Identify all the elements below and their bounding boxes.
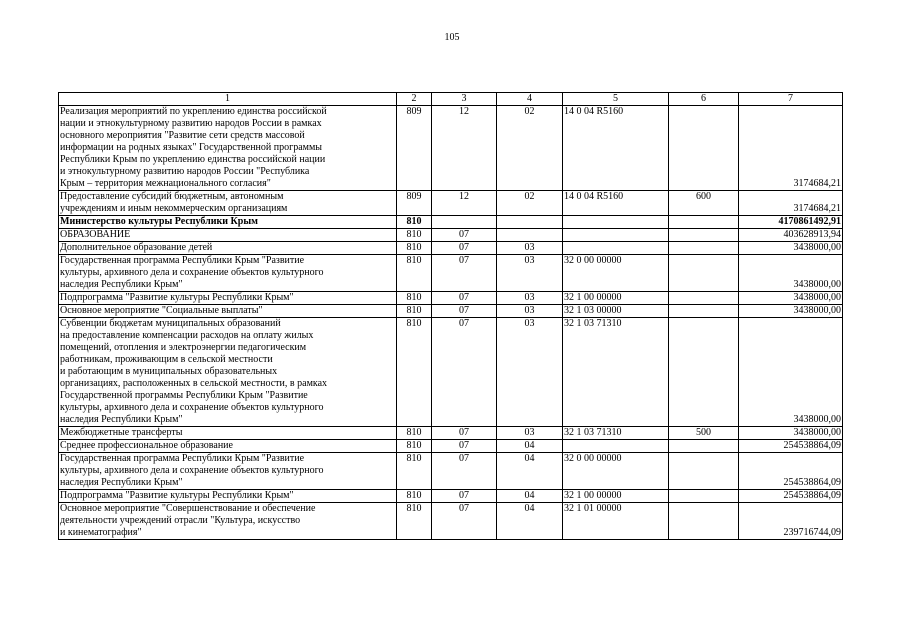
- subsection-code-cell: 03: [497, 242, 563, 255]
- department-code-cell: 810: [397, 242, 432, 255]
- amount-cell: 3438000,00: [739, 242, 843, 255]
- item-name-line: Подпрограмма "Развитие культуры Республики Крым": [60, 490, 294, 501]
- item-name-line: помещений, отопления и электроэнергии педагогическим: [60, 342, 307, 353]
- item-name-cell: [59, 490, 397, 503]
- section-code-cell: 07: [432, 229, 497, 242]
- section-code-cell: 12: [432, 191, 497, 216]
- target-article-cell: [563, 216, 669, 229]
- expense-type-cell: [669, 318, 739, 427]
- target-article-cell: 32 1 03 71310: [563, 318, 669, 427]
- expense-type-cell: [669, 229, 739, 242]
- subsection-code-cell: [497, 229, 563, 242]
- table-row: [59, 503, 843, 540]
- section-code-cell: 07: [432, 292, 497, 305]
- column-header: 3: [432, 93, 497, 106]
- table-row: [59, 229, 843, 242]
- amount-cell: 254538864,09: [739, 490, 843, 503]
- item-name-cell: [59, 318, 397, 427]
- item-name-line: Основное мероприятие "Совершенствование и обеспечение: [60, 503, 316, 514]
- item-name-line: Государственная программа Республики Крым "Развитие: [60, 255, 305, 266]
- amount-cell: 3174684,21: [739, 106, 843, 191]
- table-row: [59, 440, 843, 453]
- item-name-line: учреждениям и иным некоммерческим организациям: [60, 203, 288, 214]
- department-code-cell: 810: [397, 440, 432, 453]
- amount-cell: 3438000,00: [739, 318, 843, 427]
- subsection-code-cell: 03: [497, 427, 563, 440]
- target-article-cell: 32 1 00 00000: [563, 292, 669, 305]
- department-code-cell: 810: [397, 255, 432, 292]
- amount-cell: 239716744,09: [739, 503, 843, 540]
- target-article-cell: [563, 242, 669, 255]
- target-article-cell: 32 1 01 00000: [563, 503, 669, 540]
- column-header: 4: [497, 93, 563, 106]
- amount-cell: 254538864,09: [739, 440, 843, 453]
- item-name-line: Дополнительное образование детей: [60, 242, 213, 253]
- target-article-cell: [563, 229, 669, 242]
- table-row: [59, 191, 843, 216]
- item-name-cell: [59, 191, 397, 216]
- section-code-cell: 07: [432, 255, 497, 292]
- item-name-line: основного мероприятия "Развитие сети средств массовой: [60, 130, 305, 141]
- table-row: [59, 427, 843, 440]
- amount-cell: 3438000,00: [739, 427, 843, 440]
- amount-cell: 254538864,09: [739, 453, 843, 490]
- item-name-line: ОБРАЗОВАНИЕ: [60, 229, 131, 240]
- item-name-cell: [59, 292, 397, 305]
- item-name-line: Государственная программа Республики Крым "Развитие: [60, 453, 305, 464]
- section-code-cell: 07: [432, 453, 497, 490]
- department-code-cell: 810: [397, 305, 432, 318]
- target-article-cell: 32 0 00 00000: [563, 453, 669, 490]
- department-code-cell: 810: [397, 216, 432, 229]
- section-code-cell: 07: [432, 440, 497, 453]
- item-name-cell: [59, 216, 397, 229]
- subsection-code-cell: 02: [497, 106, 563, 191]
- item-name-cell: [59, 427, 397, 440]
- item-name-line: наследия Республики Крым": [60, 414, 183, 425]
- amount-cell: 403628913,94: [739, 229, 843, 242]
- item-name-line: деятельности учреждений отрасли "Культура, искусство: [60, 515, 301, 526]
- item-name-line: Реализация мероприятий по укреплению единства российской: [60, 106, 327, 117]
- department-code-cell: 810: [397, 453, 432, 490]
- item-name-line: Министерство культуры Республики Крым: [60, 216, 258, 227]
- item-name-line: нации и этнокультурному развитию народов России в рамках: [60, 118, 322, 129]
- department-code-cell: 809: [397, 191, 432, 216]
- item-name-line: и кинематография": [60, 527, 142, 538]
- section-code-cell: 07: [432, 427, 497, 440]
- item-name-cell: [59, 255, 397, 292]
- department-code-cell: 810: [397, 318, 432, 427]
- department-code-cell: 809: [397, 106, 432, 191]
- subsection-code-cell: 03: [497, 318, 563, 427]
- item-name-line: Основное мероприятие "Социальные выплаты": [60, 305, 263, 316]
- department-code-cell: 810: [397, 427, 432, 440]
- subsection-code-cell: 04: [497, 490, 563, 503]
- subsection-code-cell: 03: [497, 255, 563, 292]
- section-code-cell: 07: [432, 503, 497, 540]
- subsection-code-cell: [497, 216, 563, 229]
- amount-cell: 4170861492,91: [739, 216, 843, 229]
- item-name-line: наследия Республики Крым": [60, 477, 183, 488]
- target-article-cell: 32 1 03 71310: [563, 427, 669, 440]
- column-header: 2: [397, 93, 432, 106]
- item-name-line: Государственной программы Республики Крым "Развитие: [60, 390, 308, 401]
- expense-type-cell: [669, 242, 739, 255]
- expense-type-cell: [669, 292, 739, 305]
- table-row: [59, 255, 843, 292]
- item-name-line: Республики Крым по укреплению единства российской нации: [60, 154, 326, 165]
- subsection-code-cell: 04: [497, 440, 563, 453]
- item-name-line: на предоставление компенсации расходов на оплату жилых: [60, 330, 314, 341]
- target-article-cell: 14 0 04 R5160: [563, 191, 669, 216]
- item-name-line: Подпрограмма "Развитие культуры Республики Крым": [60, 292, 294, 303]
- item-name-cell: [59, 106, 397, 191]
- budget-table-body: [59, 93, 843, 540]
- item-name-cell: [59, 440, 397, 453]
- table-row: [59, 490, 843, 503]
- column-header: 6: [669, 93, 739, 106]
- amount-cell: 3174684,21: [739, 191, 843, 216]
- section-code-cell: 12: [432, 106, 497, 191]
- item-name-cell: [59, 453, 397, 490]
- target-article-cell: 32 0 00 00000: [563, 255, 669, 292]
- section-code-cell: 07: [432, 318, 497, 427]
- item-name-line: Предоставление субсидий бюджетным, автономным: [60, 191, 284, 202]
- item-name-line: Межбюджетные трансферты: [60, 427, 183, 438]
- item-name-line: организациях, расположенных в сельской местности, в рамках: [60, 378, 328, 389]
- item-name-cell: [59, 229, 397, 242]
- subsection-code-cell: 02: [497, 191, 563, 216]
- section-code-cell: 07: [432, 242, 497, 255]
- item-name-line: Субвенции бюджетам муниципальных образований: [60, 318, 281, 329]
- item-name-line: культуры, архивного дела и сохранение объектов культурного: [60, 267, 324, 278]
- subsection-code-cell: 04: [497, 503, 563, 540]
- amount-cell: 3438000,00: [739, 255, 843, 292]
- item-name-cell: [59, 242, 397, 255]
- expense-type-cell: [669, 440, 739, 453]
- item-name-line: и этнокультурному развитию народов России "Республика: [60, 166, 310, 177]
- subsection-code-cell: 04: [497, 453, 563, 490]
- expense-type-cell: [669, 305, 739, 318]
- column-number-row: [59, 93, 843, 106]
- expense-type-cell: 500: [669, 427, 739, 440]
- expense-type-cell: [669, 255, 739, 292]
- section-code-cell: 07: [432, 490, 497, 503]
- amount-cell: 3438000,00: [739, 292, 843, 305]
- section-code-cell: 07: [432, 305, 497, 318]
- table-row: [59, 318, 843, 427]
- column-header: 5: [563, 93, 669, 106]
- table-row: [59, 242, 843, 255]
- item-name-line: культуры, архивного дела и сохранение объектов культурного: [60, 402, 324, 413]
- table-row: [59, 106, 843, 191]
- table-row: [59, 453, 843, 490]
- department-code-cell: 810: [397, 292, 432, 305]
- item-name-line: работникам, проживающим в сельской местности: [60, 354, 273, 365]
- item-name-line: Среднее профессиональное образование: [60, 440, 233, 451]
- expense-type-cell: [669, 503, 739, 540]
- item-name-line: информации на родных языках" Государственной программы: [60, 142, 323, 153]
- department-code-cell: 810: [397, 490, 432, 503]
- expense-type-cell: [669, 490, 739, 503]
- expense-type-cell: 600: [669, 191, 739, 216]
- budget-table: [58, 92, 843, 540]
- target-article-cell: 32 1 00 00000: [563, 490, 669, 503]
- item-name-line: Крым – территория межнационального согласия": [60, 178, 271, 189]
- item-name-line: и работающим в муниципальных образовательных: [60, 366, 278, 377]
- expense-type-cell: [669, 216, 739, 229]
- department-code-cell: 810: [397, 503, 432, 540]
- target-article-cell: 14 0 04 R5160: [563, 106, 669, 191]
- item-name-line: наследия Республики Крым": [60, 279, 183, 290]
- expense-type-cell: [669, 106, 739, 191]
- subsection-code-cell: 03: [497, 292, 563, 305]
- expense-type-cell: [669, 453, 739, 490]
- table-row: [59, 216, 843, 229]
- column-header: 1: [59, 93, 397, 106]
- section-code-cell: [432, 216, 497, 229]
- table-row: [59, 305, 843, 318]
- department-code-cell: 810: [397, 229, 432, 242]
- target-article-cell: [563, 440, 669, 453]
- subsection-code-cell: 03: [497, 305, 563, 318]
- amount-cell: 3438000,00: [739, 305, 843, 318]
- item-name-cell: [59, 503, 397, 540]
- page-number: 105: [444, 32, 460, 43]
- target-article-cell: 32 1 03 00000: [563, 305, 669, 318]
- column-header: 7: [739, 93, 843, 106]
- item-name-cell: [59, 305, 397, 318]
- table-row: [59, 292, 843, 305]
- item-name-line: культуры, архивного дела и сохранение объектов культурного: [60, 465, 324, 476]
